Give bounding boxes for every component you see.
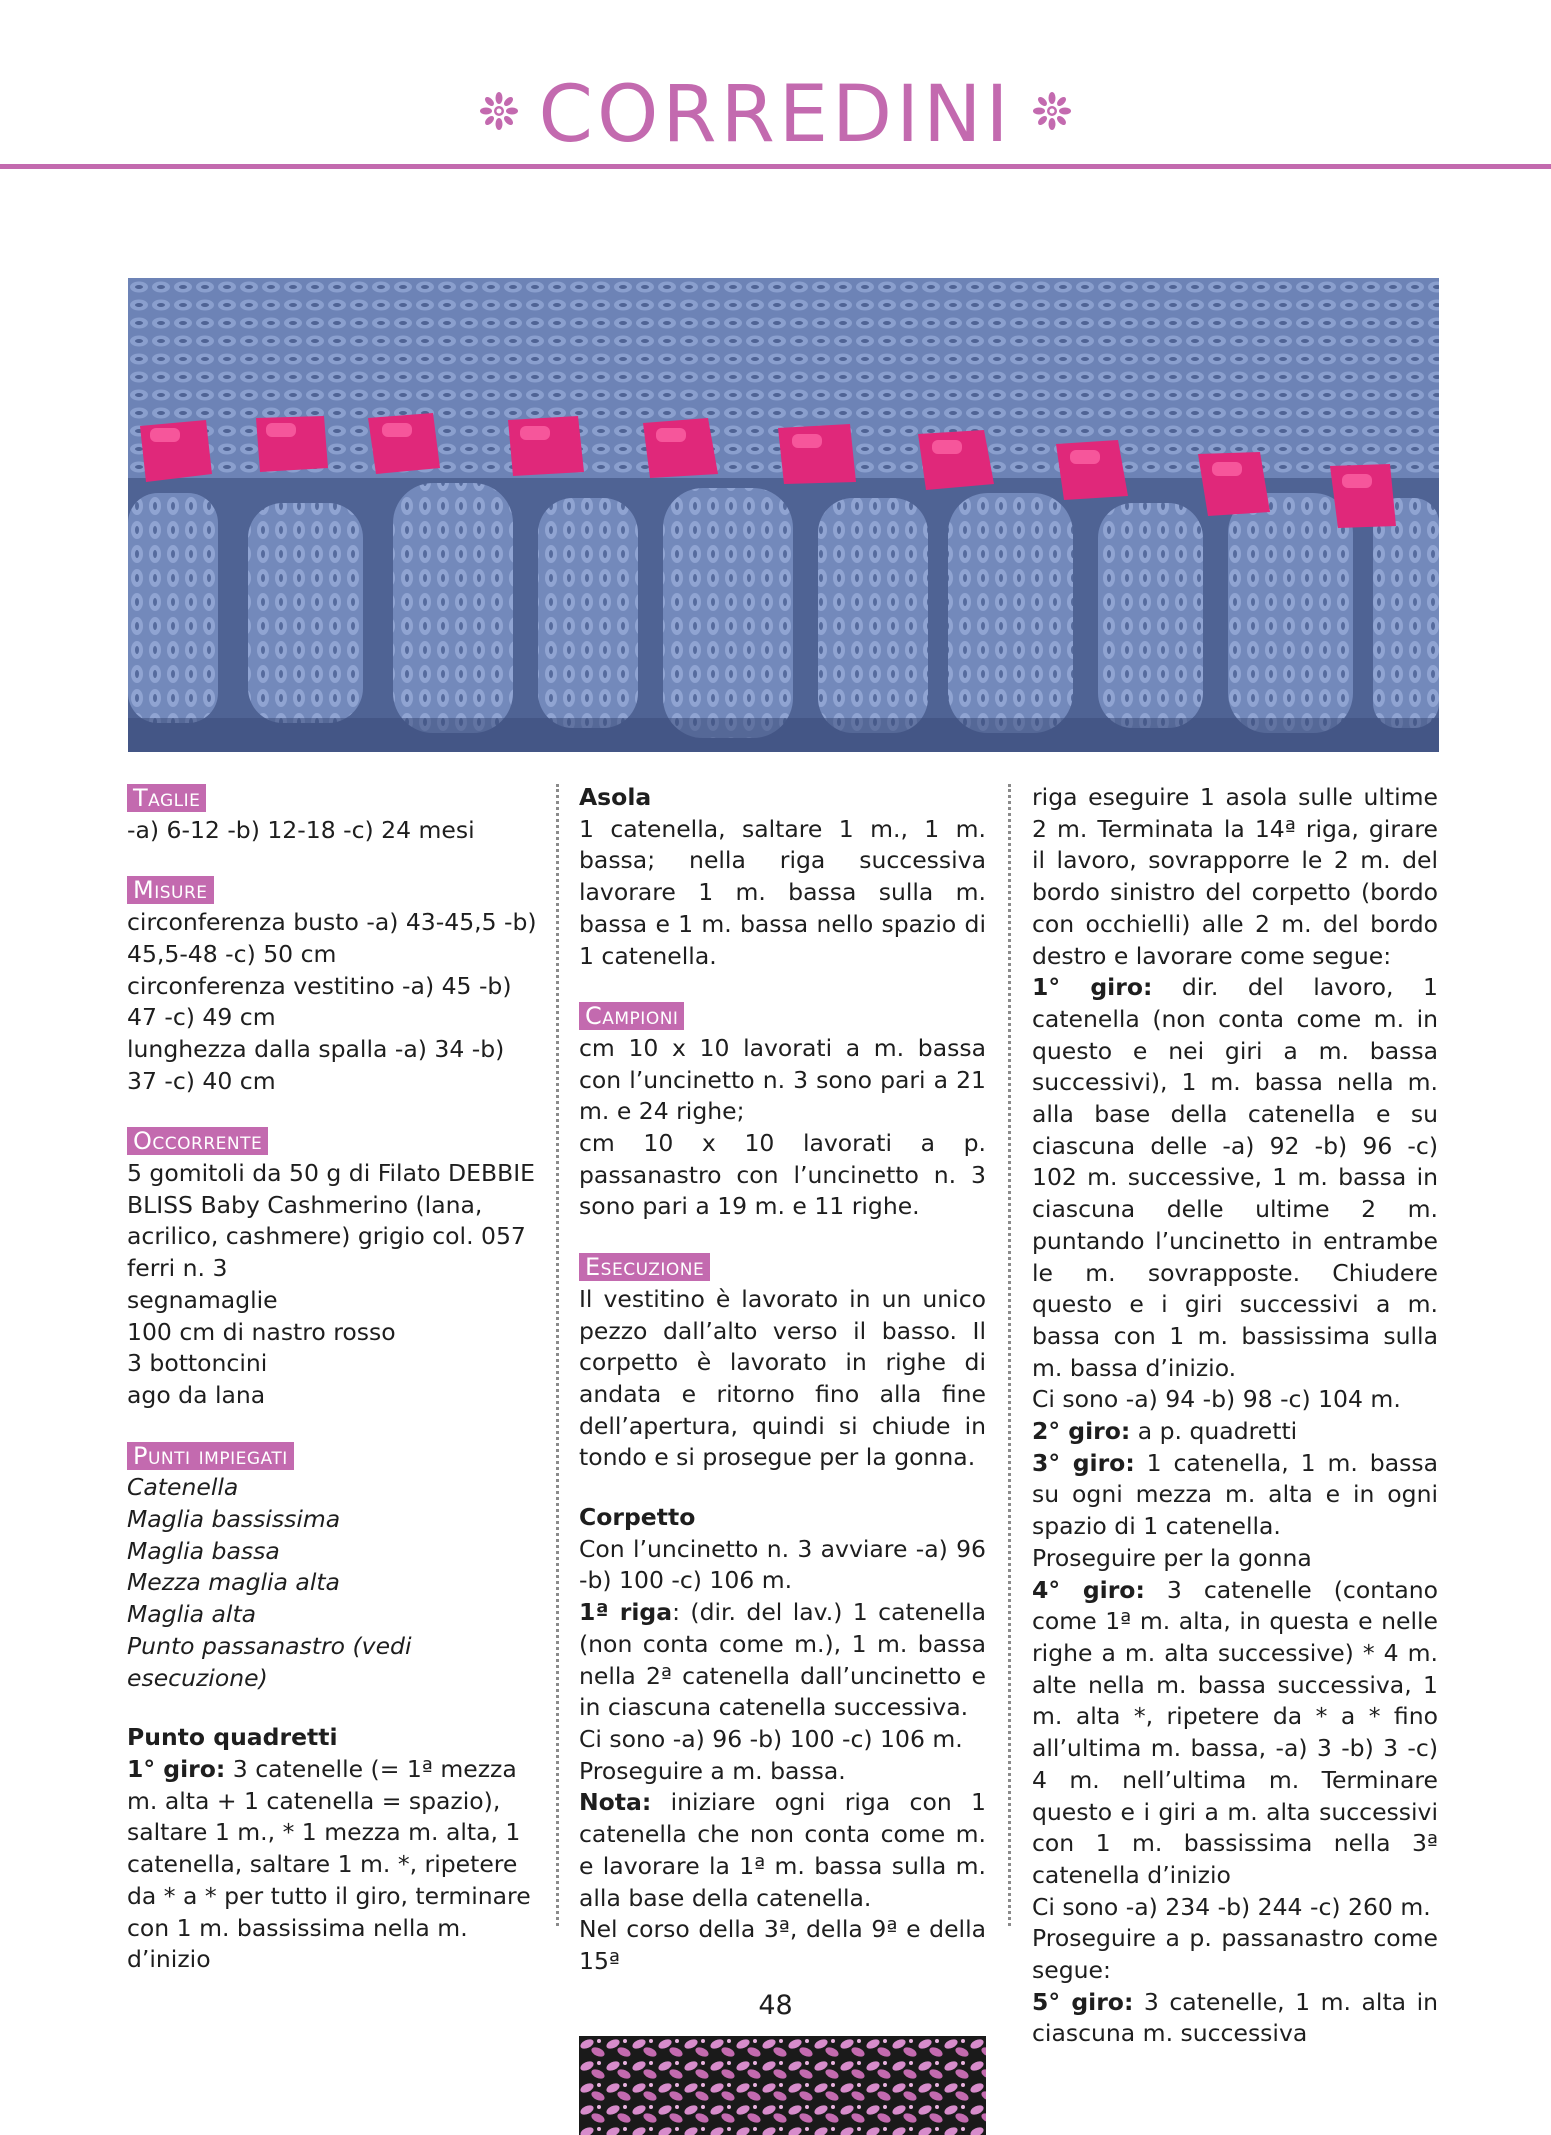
giro-1 <box>1032 972 1438 1384</box>
ci-sono-1: Ci sono -a) 94 -b) 98 -c) 104 m. <box>1032 1385 1401 1414</box>
giro-label: 1° giro: <box>1032 973 1153 1002</box>
nota-text: iniziare ogni riga con 1 catenella che non conta come m. e lavorare la 1ª m. bassa sulla m. alla base della catenella. <box>579 1788 986 1912</box>
campioni-line: cm 10 x 10 lavorati a m. bassa con l’uncinetto n. 3 sono pari a 21 m. e 24 righe; <box>579 1033 986 1126</box>
giro-label: 1° giro: <box>127 1754 226 1783</box>
flower-ornament-icon <box>1032 91 1072 131</box>
giro-4 <box>1032 1575 1438 1892</box>
ci-sono-2: Ci sono -a) 234 -b) 244 -c) 260 m. <box>1032 1892 1431 1921</box>
giro-label: 3° giro: <box>1032 1448 1135 1477</box>
giro-2 <box>1032 1416 1438 1448</box>
flower-ornament-icon <box>479 91 519 131</box>
nota-label: Nota: <box>579 1788 652 1817</box>
section-label-punti: Punti impiegati <box>127 1442 294 1470</box>
col3-paragraph: riga eseguire 1 asola sulle ultime 2 m. Terminata la 14ª riga, girare il lavoro, sovrapporre le 2 m. del bordo sinistro del corpetto (bordo con occhielli) alle 2 m. del bordo destro e lavorare come segue: <box>1032 783 1438 970</box>
giro-text: 3 catenelle (contano come 1ª m. alta, in questa e nelle righe a m. alta successive) * 4 m. alte nella m. bassa successiva, 1 m. alta *, ripetere da * a * fino all’ultima m. bassa, -a) 3 -b) 3 -c) 4 m. nell’ultima m. Terminare questo e i giri a m. alta successivi con 1 m. bassissima nella 3ª catenella d’inizio <box>1032 1575 1438 1889</box>
decorative-swatch <box>579 2036 986 2135</box>
corpetto-riga1 <box>579 1597 986 1724</box>
column-1 <box>127 782 537 1976</box>
column-2 <box>579 782 986 1978</box>
giro-text: 1 catenella, 1 m. bassa su ogni mezza m. alta e in ogni spazio di 1 catenella. <box>1032 1448 1439 1541</box>
misure-line: circonferenza vestitino -a) 45 -b) 47 -c) 49 cm <box>127 971 512 1032</box>
riga-label: 1ª riga <box>579 1598 673 1627</box>
corpetto-ci-sono: Ci sono -a) 96 -b) 100 -c) 106 m. <box>579 1724 963 1753</box>
punto-item: Catenella <box>127 1473 239 1502</box>
giro-3 <box>1032 1448 1438 1543</box>
giro-label: 5° giro: <box>1032 1987 1134 2016</box>
giro-text: 3 catenelle (= 1ª mezza m. alta + 1 catenella = spazio), saltare 1 m., * 1 mezza m. alta, 1 catenella, saltare 1 m. *, ripetere da * a * per tutto il giro, terminare con 1 m. bassissima nella m. d’inizio <box>127 1754 531 1974</box>
corpetto-intro: Con l’uncinetto n. 3 avviare -a) 96 -b) 100 -c) 106 m. <box>579 1534 986 1595</box>
section-label-esecuzione: Esecuzione <box>579 1253 710 1281</box>
occorrente-line: ferri n. 3 <box>127 1254 228 1283</box>
punto-item: Punto passanastro (vedi esecuzione) <box>127 1631 412 1692</box>
asola-text: 1 catenella, saltare 1 m., 1 m. bassa; nella riga successiva lavorare 1 m. bassa sulla m. bassa e 1 m. bassa nello spazio di 1 catenella. <box>579 814 986 970</box>
campioni-line: cm 10 x 10 lavorati a p. passanastro con l’uncinetto n. 3 sono pari a 19 m. e 11 righe. <box>579 1129 986 1221</box>
occorrente-line: 5 gomitoli da 50 g di Filato DEBBIE BLISS Baby Cashmerino (lana, acrilico, cashmere) grigio col. 057 <box>127 1159 536 1251</box>
misure-line: circonferenza busto -a) 43-45,5 -b) 45,5-48 -c) 50 cm <box>127 908 537 968</box>
giro-text: a p. quadretti <box>1130 1417 1298 1446</box>
giro-label: 2° giro: <box>1032 1417 1131 1446</box>
section-label-taglie: Taglie <box>127 784 206 812</box>
misure-line: lunghezza dalla spalla -a) 34 -b) 37 -c) 40 cm <box>127 1034 505 1095</box>
page-number: 48 <box>758 1990 793 2021</box>
gonna-text: Proseguire per la gonna <box>1032 1543 1312 1572</box>
page-title: CORREDINI <box>538 70 1013 160</box>
page-header <box>0 70 1551 160</box>
column-3 <box>1032 782 1438 2050</box>
section-label-occorrente: Occorrente <box>127 1127 268 1155</box>
occorrente-line: ago da lana <box>127 1380 266 1409</box>
giro-text: dir. del lavoro, 1 catenella (non conta come m. in questo e nei giri a m. bassa successivi), 1 m. bassa nella m. alla base della catenella e su ciascuna delle -a) 92 -b) 96 -c) 102 m. successive, 1 m. bassa in ciascuna delle ultime 2 m. puntando l’uncinetto in entrambe le m. sovrapposte. Chiudere questo e i giri successivi a m. bassa con 1 m. bassissima sulla m. bassa d’inizio. <box>1032 973 1438 1382</box>
crochet-photo <box>128 278 1439 752</box>
punto-quadretti-title: Punto quadretti <box>127 1723 338 1752</box>
occorrente-line: 100 cm di nastro rosso <box>127 1317 396 1346</box>
asola-title: Asola <box>579 783 652 811</box>
giro-label: 4° giro: <box>1032 1575 1145 1604</box>
corpetto-title: Corpetto <box>579 1503 696 1532</box>
column-divider <box>1008 784 1011 1926</box>
giro-text: 3 catenelle, 1 m. alta in ciascuna m. successiva <box>1032 1987 1438 2048</box>
punto-item: Maglia alta <box>127 1600 257 1629</box>
column-divider <box>556 784 559 1926</box>
section-label-misure: Misure <box>127 876 214 904</box>
corpetto-nota <box>579 1787 986 1914</box>
punto-quadretti-text <box>127 1754 537 1976</box>
taglie-text: -a) 6-12 -b) 12-18 -c) 24 mesi <box>127 815 475 844</box>
punto-item: Maglia bassissima <box>127 1505 341 1534</box>
esecuzione-text: Il vestitino è lavorato in un unico pezzo dall’alto verso il basso. Il corpetto è lavorato in righe di andata e ritorno fino alla fine dell’apertura, quindi si chiude in tondo e si prosegue per la gonna. <box>579 1284 986 1472</box>
section-label-campioni: Campioni <box>579 1002 684 1030</box>
corpetto-prosegue: Proseguire a m. bassa. <box>579 1756 846 1785</box>
punto-item: Maglia bassa <box>127 1536 280 1565</box>
passanastro-text: Proseguire a p. passanastro come segue: <box>1032 1924 1438 1985</box>
occorrente-line: segnamaglie <box>127 1285 278 1314</box>
corpetto-corso: Nel corso della 3ª, della 9ª e della 15ª <box>579 1915 986 1975</box>
riga-text: : (dir. del lav.) 1 catenella (non conta come m.), 1 m. bassa nella 2ª catenella dall’uncinetto e in ciascuna catenella successiva. <box>579 1598 986 1722</box>
punto-item: Mezza maglia alta <box>127 1568 340 1597</box>
header-rule <box>0 164 1551 169</box>
occorrente-line: 3 bottoncini <box>127 1349 268 1378</box>
